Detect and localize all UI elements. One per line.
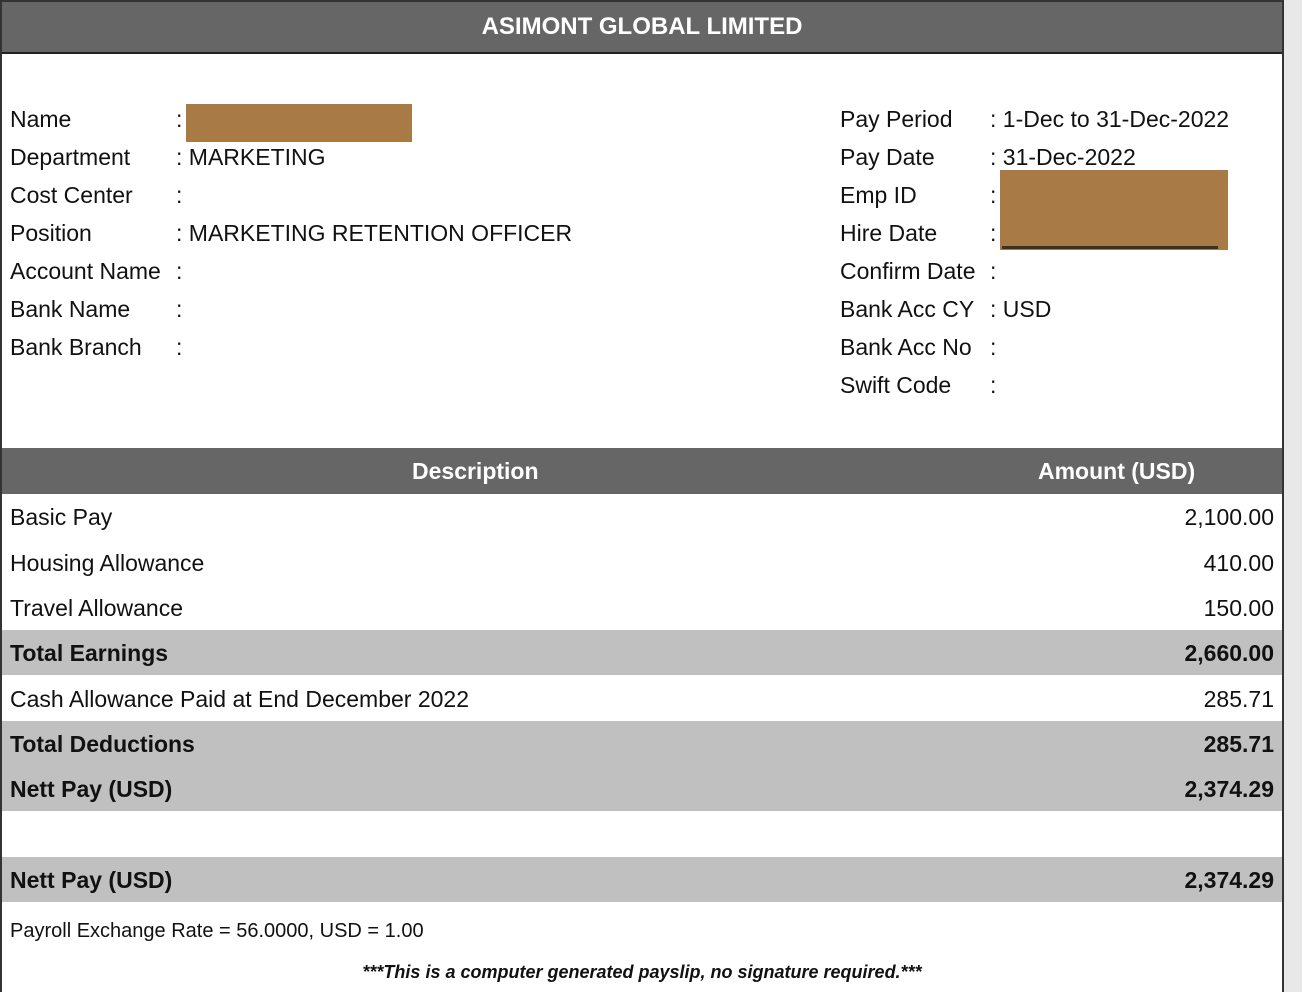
amount-header: Amount (USD) [1038, 458, 1196, 484]
info-row-position [10, 214, 810, 252]
info-value: : [176, 258, 183, 284]
info-value: : [990, 372, 997, 398]
info-row-pay-period [840, 100, 1280, 138]
table-row [2, 585, 1282, 630]
info-row-cost-center [10, 176, 810, 214]
nett-pay-summary-row [2, 857, 1282, 902]
row-amount: 285.71 [1203, 731, 1274, 757]
info-value: : 31-Dec-2022 [990, 144, 1136, 170]
info-label: Bank Acc No [840, 334, 972, 360]
total-earnings-row [2, 630, 1282, 675]
exchange-rate-text: Payroll Exchange Rate = 56.0000, USD = 1.00 [10, 920, 424, 942]
company-title: ASIMONT GLOBAL LIMITED [2, 2, 1282, 54]
row-description: Total Earnings [10, 640, 169, 666]
row-amount: 285.71 [1203, 686, 1274, 712]
info-label: Swift Code [840, 372, 952, 398]
info-row-bank-branch [10, 328, 810, 366]
info-label: Bank Branch [10, 334, 142, 360]
info-row-department [10, 138, 810, 176]
info-value: : USD [990, 296, 1052, 322]
info-row-confirm-date [840, 252, 1280, 290]
info-label: Bank Acc CY [840, 296, 975, 322]
info-value: : MARKETING RETENTION OFFICER [176, 220, 573, 246]
info-value: : [990, 182, 997, 208]
total-deductions-row [2, 721, 1282, 766]
row-amount: 150.00 [1203, 595, 1274, 621]
table-row [2, 676, 1282, 721]
info-row-bank-name [10, 290, 810, 328]
row-description: Travel Allowance [10, 595, 184, 621]
info-label: Confirm Date [840, 258, 976, 284]
info-value: : MARKETING [176, 144, 326, 170]
row-description: Total Deductions [10, 731, 195, 757]
info-label: Department [10, 144, 131, 170]
info-row-bank-acc-no [840, 328, 1280, 366]
info-value: : [176, 296, 183, 322]
description-header: Description [412, 458, 539, 484]
emp-id-redaction [1000, 170, 1228, 250]
row-amount: 2,660.00 [1184, 640, 1274, 666]
row-description: Nett Pay (USD) [10, 776, 173, 802]
info-label: Pay Period [840, 106, 953, 132]
info-label: Bank Name [10, 296, 131, 322]
earnings-table-header [2, 448, 1282, 494]
employee-info-right [840, 100, 1280, 404]
info-value: : [176, 334, 183, 360]
info-value: : [990, 220, 997, 246]
info-label: Hire Date [840, 220, 938, 246]
info-label: Cost Center [10, 182, 133, 208]
row-amount: 2,374.29 [1184, 867, 1274, 893]
row-description: Cash Allowance Paid at End December 2022 [10, 686, 470, 712]
info-row-swift-code [840, 366, 1280, 404]
table-row [2, 494, 1282, 539]
info-value: : [990, 258, 997, 284]
row-amount: 2,374.29 [1184, 776, 1274, 802]
info-value: : 1-Dec to 31-Dec-2022 [990, 106, 1230, 132]
row-description: Basic Pay [10, 504, 113, 530]
row-amount: 410.00 [1203, 550, 1274, 576]
info-row-bank-acc-cy [840, 290, 1280, 328]
nett-pay-row [2, 766, 1282, 811]
info-value: : [176, 182, 183, 208]
info-label: Emp ID [840, 182, 917, 208]
row-description: Nett Pay (USD) [10, 867, 173, 893]
info-label: Name [10, 106, 72, 132]
info-row-account-name [10, 252, 810, 290]
table-row [2, 540, 1282, 585]
info-label: Position [10, 220, 92, 246]
redaction-underline [1002, 246, 1218, 249]
info-value: : [990, 334, 997, 360]
row-description: Housing Allowance [10, 550, 205, 576]
row-amount: 2,100.00 [1184, 504, 1274, 530]
info-label: Account Name [10, 258, 161, 284]
info-label: Pay Date [840, 144, 935, 170]
info-value: : [176, 106, 183, 132]
name-redaction [186, 104, 412, 142]
footer-note: ***This is a computer generated payslip, no signature required.*** [362, 962, 922, 982]
